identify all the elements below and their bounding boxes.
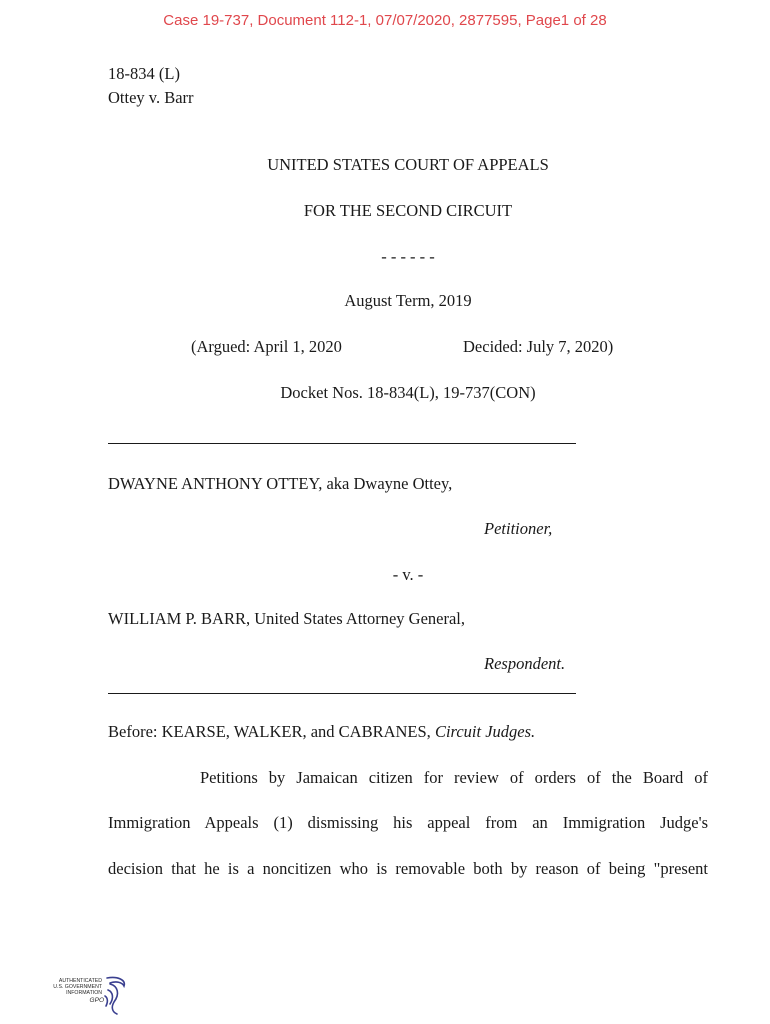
body-line-2: Immigration Appeals (1) dismissing his appeal from an Immigration Judge's [108, 813, 708, 832]
eagle-icon [105, 977, 124, 1014]
court-name: UNITED STATES COURT OF APPEALS [267, 155, 549, 174]
logo-text-line-3: INFORMATION [66, 990, 102, 996]
case-header-stamp: Case 19-737, Document 112-1, 07/07/2020, 2877595, Page1 of 28 [163, 12, 607, 29]
panel-judges: Before: KEARSE, WALKER, and CABRANES, Circuit Judges. [108, 722, 536, 741]
separator-rule-top [108, 443, 576, 444]
respondent-role: Respondent. [484, 654, 566, 673]
docket-numbers: Docket Nos. 18-834(L), 19-737(CON) [280, 383, 536, 402]
petitioner-name: DWAYNE ANTHONY OTTEY, aka Dwayne Ottey, [108, 474, 453, 493]
body-line-1: Petitions by Jamaican citizen for review of orders of the Board of [200, 768, 708, 787]
argued-date: (Argued: April 1, 2020 [191, 337, 342, 356]
separator: - - - - - - [381, 247, 435, 266]
body-line-3: decision that he is a noncitizen who is removable both by reason of being "present [108, 859, 708, 878]
short-title: Ottey v. Barr [108, 88, 194, 107]
logo-text-line-2: U.S. GOVERNMENT [53, 984, 102, 990]
gpo-authenticated-logo [44, 974, 130, 1018]
versus: - v. - [392, 565, 424, 584]
petitioner-role: Petitioner, [484, 519, 553, 538]
respondent-name: WILLIAM P. BARR, United States Attorney General, [108, 609, 465, 628]
circuit-name: FOR THE SECOND CIRCUIT [303, 201, 513, 220]
decided-date: Decided: July 7, 2020) [463, 337, 614, 356]
separator-rule-bottom [108, 693, 576, 694]
logo-text-line-4: GPO [89, 997, 104, 1004]
docket-short: 18-834 (L) [108, 64, 180, 83]
term: August Term, 2019 [344, 291, 472, 310]
logo-text-line-1: AUTHENTICATED [58, 978, 102, 984]
